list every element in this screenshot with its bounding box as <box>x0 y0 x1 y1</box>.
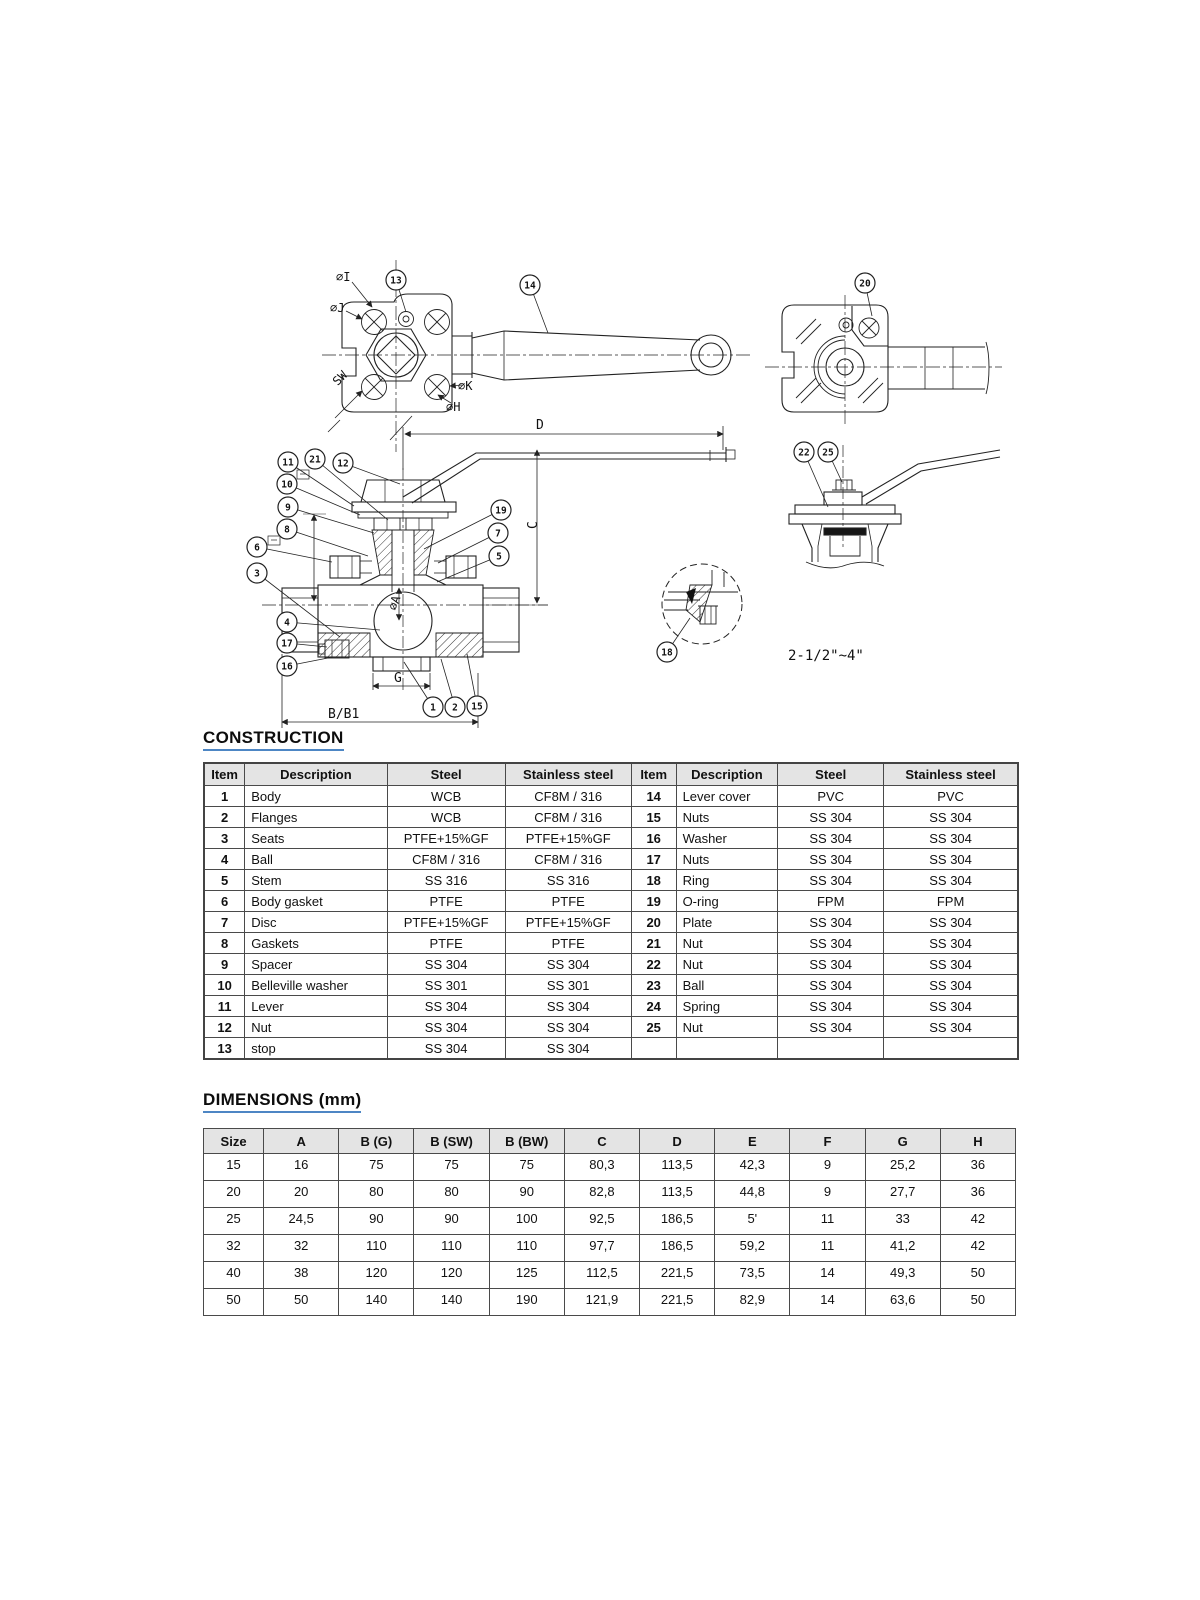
label-dia-j: ∅J <box>330 301 345 315</box>
svg-text:9: 9 <box>285 502 291 514</box>
table-cell: 33 <box>865 1208 940 1235</box>
column-header: F <box>790 1129 865 1154</box>
column-header: Stainless steel <box>884 763 1018 786</box>
column-header: B (G) <box>339 1129 414 1154</box>
svg-text:25: 25 <box>822 447 834 459</box>
table-cell <box>631 1038 676 1060</box>
side-section-view <box>789 445 1000 568</box>
table-cell: 17 <box>631 849 676 870</box>
table-cell: 49,3 <box>865 1262 940 1289</box>
table-cell: 80,3 <box>564 1154 639 1181</box>
table-cell: 38 <box>264 1262 339 1289</box>
table-cell: SS 304 <box>778 828 884 849</box>
svg-text:8: 8 <box>284 524 290 536</box>
table-cell: Ring <box>676 870 778 891</box>
svg-text:11: 11 <box>282 457 294 469</box>
column-header: Stainless steel <box>505 763 631 786</box>
table-cell: 42 <box>940 1208 1015 1235</box>
table-row <box>204 933 1018 954</box>
table-cell: 18 <box>631 870 676 891</box>
table-cell: 11 <box>790 1235 865 1262</box>
table-cell: 80 <box>339 1181 414 1208</box>
table-cell: CF8M / 316 <box>505 849 631 870</box>
table-row <box>204 891 1018 912</box>
table-cell: 5' <box>715 1208 790 1235</box>
callout-14 <box>520 275 548 333</box>
column-header: Steel <box>778 763 884 786</box>
callout-4 <box>277 612 380 632</box>
table-cell: 50 <box>940 1262 1015 1289</box>
table-cell: FPM <box>778 891 884 912</box>
table-cell: 19 <box>631 891 676 912</box>
table-cell: 140 <box>414 1289 489 1316</box>
svg-text:3: 3 <box>254 568 260 580</box>
label-dim-g: G <box>394 671 402 686</box>
label-dia-k: ∅K <box>458 379 473 393</box>
table-cell: SS 304 <box>505 996 631 1017</box>
table-cell: 24 <box>631 996 676 1017</box>
table-cell: PTFE <box>505 933 631 954</box>
table-cell: PTFE+15%GF <box>505 912 631 933</box>
table-cell: 221,5 <box>640 1262 715 1289</box>
svg-text:4: 4 <box>284 617 290 629</box>
table-cell: CF8M / 316 <box>505 807 631 828</box>
table-cell: 186,5 <box>640 1208 715 1235</box>
table-cell: 82,9 <box>715 1289 790 1316</box>
table-cell: 59,2 <box>715 1235 790 1262</box>
table-cell: 4 <box>204 849 245 870</box>
table-cell: 11 <box>790 1208 865 1235</box>
label-dia-h: ∅H <box>446 400 461 414</box>
table-cell: 23 <box>631 975 676 996</box>
table-cell: 1 <box>204 786 245 807</box>
callout-6 <box>247 537 332 562</box>
column-header: B (BW) <box>489 1129 564 1154</box>
table-cell: WCB <box>387 786 505 807</box>
table-cell: 90 <box>339 1208 414 1235</box>
table-cell: 9 <box>204 954 245 975</box>
table-cell: Spacer <box>245 954 387 975</box>
table-cell: 190 <box>489 1289 564 1316</box>
table-cell: 16 <box>264 1154 339 1181</box>
table-cell: SS 304 <box>778 807 884 828</box>
table-cell: 24,5 <box>264 1208 339 1235</box>
callout-16 <box>277 656 333 676</box>
table-cell: 121,9 <box>564 1289 639 1316</box>
column-header: C <box>564 1129 639 1154</box>
table-row <box>204 1038 1018 1060</box>
table-cell <box>676 1038 778 1060</box>
svg-text:20: 20 <box>859 278 871 290</box>
table-cell: 32 <box>264 1235 339 1262</box>
callout-20 <box>855 273 875 316</box>
table-cell: Lever <box>245 996 387 1017</box>
table-cell: 75 <box>414 1154 489 1181</box>
table-cell: 90 <box>489 1181 564 1208</box>
table-row <box>204 1235 1016 1262</box>
dimensions-table <box>203 1128 1016 1316</box>
table-cell: 9 <box>790 1181 865 1208</box>
table-cell: Nut <box>245 1017 387 1038</box>
table-cell: SS 304 <box>884 912 1018 933</box>
table-cell: 27,7 <box>865 1181 940 1208</box>
table-cell: SS 304 <box>884 954 1018 975</box>
svg-text:6: 6 <box>254 542 260 554</box>
table-cell: PTFE+15%GF <box>387 912 505 933</box>
svg-text:16: 16 <box>281 661 293 673</box>
table-cell: SS 304 <box>778 870 884 891</box>
callout-25 <box>818 442 842 482</box>
table-cell: Seats <box>245 828 387 849</box>
table-cell: SS 304 <box>387 1017 505 1038</box>
table-cell: SS 304 <box>387 996 505 1017</box>
table-cell: 50 <box>204 1289 264 1316</box>
table-row <box>204 912 1018 933</box>
construction-table <box>203 762 1019 1060</box>
table-cell: 82,8 <box>564 1181 639 1208</box>
table-cell: 25,2 <box>865 1154 940 1181</box>
table-cell: 44,8 <box>715 1181 790 1208</box>
table-cell: stop <box>245 1038 387 1060</box>
table-cell: 20 <box>631 912 676 933</box>
table-cell: 50 <box>940 1289 1015 1316</box>
label-dia-i: ∅I <box>336 270 351 284</box>
table-cell: PTFE+15%GF <box>387 828 505 849</box>
table-cell: SS 304 <box>778 933 884 954</box>
table-cell: SS 304 <box>505 1038 631 1060</box>
table-cell: SS 304 <box>884 807 1018 828</box>
table-cell: PTFE+15%GF <box>505 828 631 849</box>
table-cell: 75 <box>489 1154 564 1181</box>
table-cell: PTFE <box>387 891 505 912</box>
table-cell: FPM <box>884 891 1018 912</box>
table-cell: O-ring <box>676 891 778 912</box>
table-cell: 120 <box>414 1262 489 1289</box>
table-cell: 5 <box>204 870 245 891</box>
table-cell: SS 304 <box>884 1017 1018 1038</box>
table-cell: SS 304 <box>778 996 884 1017</box>
table-cell: Disc <box>245 912 387 933</box>
svg-text:15: 15 <box>471 701 483 713</box>
construction-heading: CONSTRUCTION <box>203 728 344 751</box>
table-cell: 25 <box>631 1017 676 1038</box>
table-cell: 20 <box>264 1181 339 1208</box>
table-cell: 125 <box>489 1262 564 1289</box>
table-cell: PVC <box>778 786 884 807</box>
table-cell: SS 304 <box>884 828 1018 849</box>
table-cell: Body gasket <box>245 891 387 912</box>
label-dia-a: ∅A <box>385 593 404 613</box>
svg-text:21: 21 <box>309 454 321 466</box>
table-cell: Gaskets <box>245 933 387 954</box>
column-header: Item <box>631 763 676 786</box>
table-cell: PTFE <box>387 933 505 954</box>
column-header: B (SW) <box>414 1129 489 1154</box>
table-cell: 41,2 <box>865 1235 940 1262</box>
column-header: Steel <box>387 763 505 786</box>
table-cell: 12 <box>204 1017 245 1038</box>
label-dim-d: D <box>536 418 544 433</box>
label-sw: SW <box>329 368 350 389</box>
table-cell: 75 <box>339 1154 414 1181</box>
table-cell: 25 <box>204 1208 264 1235</box>
table-cell: 120 <box>339 1262 414 1289</box>
table-cell: 8 <box>204 933 245 954</box>
table-row <box>204 1181 1016 1208</box>
table-cell: 80 <box>414 1181 489 1208</box>
table-cell: 2 <box>204 807 245 828</box>
column-header: A <box>264 1129 339 1154</box>
table-row <box>204 954 1018 975</box>
table-cell: Nut <box>676 1017 778 1038</box>
table-cell: 13 <box>204 1038 245 1060</box>
table-cell: SS 304 <box>778 849 884 870</box>
table-row <box>204 786 1018 807</box>
table-cell: 113,5 <box>640 1181 715 1208</box>
table-cell: 6 <box>204 891 245 912</box>
table-cell: PTFE <box>505 891 631 912</box>
table-cell: 100 <box>489 1208 564 1235</box>
table-cell: 22 <box>631 954 676 975</box>
table-row <box>204 1289 1016 1316</box>
table-cell: 15 <box>631 807 676 828</box>
plan-view-locking-plate <box>765 295 1002 425</box>
table-cell: SS 304 <box>884 933 1018 954</box>
callout-1 <box>404 662 443 717</box>
table-cell: SS 304 <box>778 954 884 975</box>
table-cell: 42,3 <box>715 1154 790 1181</box>
dimensions-heading: DIMENSIONS (mm) <box>203 1090 361 1113</box>
table-cell: SS 304 <box>884 996 1018 1017</box>
table-cell: Washer <box>676 828 778 849</box>
table-cell: 11 <box>204 996 245 1017</box>
callout-2 <box>441 659 465 717</box>
table-cell: 21 <box>631 933 676 954</box>
table-cell: 9 <box>790 1154 865 1181</box>
callout-8 <box>277 519 368 556</box>
table-cell: Ball <box>245 849 387 870</box>
table-cell: SS 304 <box>505 1017 631 1038</box>
table-cell <box>778 1038 884 1060</box>
table-cell: SS 304 <box>387 1038 505 1060</box>
svg-text:1: 1 <box>430 702 436 714</box>
svg-text:10: 10 <box>281 479 293 491</box>
table-cell <box>884 1038 1018 1060</box>
svg-text:18: 18 <box>661 647 673 659</box>
table-cell: 20 <box>204 1181 264 1208</box>
table-cell: Lever cover <box>676 786 778 807</box>
table-cell: 3 <box>204 828 245 849</box>
table-row <box>204 996 1018 1017</box>
table-cell: 36 <box>940 1181 1015 1208</box>
table-cell: SS 304 <box>778 975 884 996</box>
table-cell: SS 304 <box>884 975 1018 996</box>
table-cell: Plate <box>676 912 778 933</box>
table-cell: 40 <box>204 1262 264 1289</box>
table-row <box>204 1154 1016 1181</box>
table-cell: Spring <box>676 996 778 1017</box>
table-cell: 113,5 <box>640 1154 715 1181</box>
table-cell: 63,6 <box>865 1289 940 1316</box>
table-row <box>204 849 1018 870</box>
table-cell: SS 301 <box>505 975 631 996</box>
table-cell: SS 304 <box>778 912 884 933</box>
column-header: G <box>865 1129 940 1154</box>
column-header: D <box>640 1129 715 1154</box>
table-cell: 42 <box>940 1235 1015 1262</box>
svg-text:13: 13 <box>390 275 402 287</box>
table-cell: 16 <box>631 828 676 849</box>
callout-5 <box>437 546 509 582</box>
table-cell: 110 <box>414 1235 489 1262</box>
column-header: Item <box>204 763 245 786</box>
table-row <box>204 1208 1016 1235</box>
table-cell: Belleville washer <box>245 975 387 996</box>
svg-text:2: 2 <box>452 702 458 714</box>
table-cell: 15 <box>204 1154 264 1181</box>
table-cell: Flanges <box>245 807 387 828</box>
svg-text:14: 14 <box>524 280 536 292</box>
table-cell: WCB <box>387 807 505 828</box>
valve-technical-drawing <box>230 240 1110 735</box>
table-cell: 7 <box>204 912 245 933</box>
svg-text:22: 22 <box>798 447 810 459</box>
table-cell: 97,7 <box>564 1235 639 1262</box>
table-cell: SS 304 <box>884 849 1018 870</box>
table-cell: Body <box>245 786 387 807</box>
table-cell: CF8M / 316 <box>505 786 631 807</box>
table-cell: 14 <box>790 1289 865 1316</box>
svg-text:17: 17 <box>281 638 293 650</box>
table-cell: 50 <box>264 1289 339 1316</box>
svg-text:7: 7 <box>495 528 501 540</box>
table-row <box>204 870 1018 891</box>
table-row <box>204 807 1018 828</box>
table-row <box>204 1262 1016 1289</box>
callout-15 <box>467 654 487 716</box>
table-cell: 10 <box>204 975 245 996</box>
column-header: H <box>940 1129 1015 1154</box>
svg-text:19: 19 <box>495 505 507 517</box>
table-cell: SS 304 <box>505 954 631 975</box>
detail-view <box>662 564 742 644</box>
table-cell: SS 304 <box>387 954 505 975</box>
table-cell: PVC <box>884 786 1018 807</box>
column-header: Size <box>204 1129 264 1154</box>
table-cell: 140 <box>339 1289 414 1316</box>
svg-text:12: 12 <box>337 458 349 470</box>
table-row <box>204 975 1018 996</box>
callout-12 <box>333 453 400 484</box>
column-header: E <box>715 1129 790 1154</box>
table-cell: SS 316 <box>505 870 631 891</box>
table-cell: 14 <box>631 786 676 807</box>
label-dim-b: B/B1 <box>328 707 360 722</box>
svg-text:5: 5 <box>496 551 502 563</box>
table-cell: 110 <box>339 1235 414 1262</box>
table-cell: Nuts <box>676 807 778 828</box>
table-cell: Nut <box>676 933 778 954</box>
table-cell: 92,5 <box>564 1208 639 1235</box>
column-header: Description <box>245 763 387 786</box>
column-header: Description <box>676 763 778 786</box>
table-cell: 32 <box>204 1235 264 1262</box>
table-cell: SS 304 <box>884 870 1018 891</box>
table-cell: Stem <box>245 870 387 891</box>
table-cell: SS 301 <box>387 975 505 996</box>
table-cell: SS 304 <box>778 1017 884 1038</box>
table-cell: 186,5 <box>640 1235 715 1262</box>
table-cell: 90 <box>414 1208 489 1235</box>
table-cell: 112,5 <box>564 1262 639 1289</box>
table-row <box>204 1017 1018 1038</box>
table-cell: CF8M / 316 <box>387 849 505 870</box>
table-cell: 221,5 <box>640 1289 715 1316</box>
table-cell: Nut <box>676 954 778 975</box>
table-cell: 73,5 <box>715 1262 790 1289</box>
label-dim-c: C <box>526 521 541 529</box>
size-range-note: 2-1/2"~4" <box>788 648 864 664</box>
table-cell: SS 316 <box>387 870 505 891</box>
table-cell: Nuts <box>676 849 778 870</box>
table-cell: 14 <box>790 1262 865 1289</box>
table-row <box>204 828 1018 849</box>
table-cell: 36 <box>940 1154 1015 1181</box>
table-cell: Ball <box>676 975 778 996</box>
table-cell: 110 <box>489 1235 564 1262</box>
